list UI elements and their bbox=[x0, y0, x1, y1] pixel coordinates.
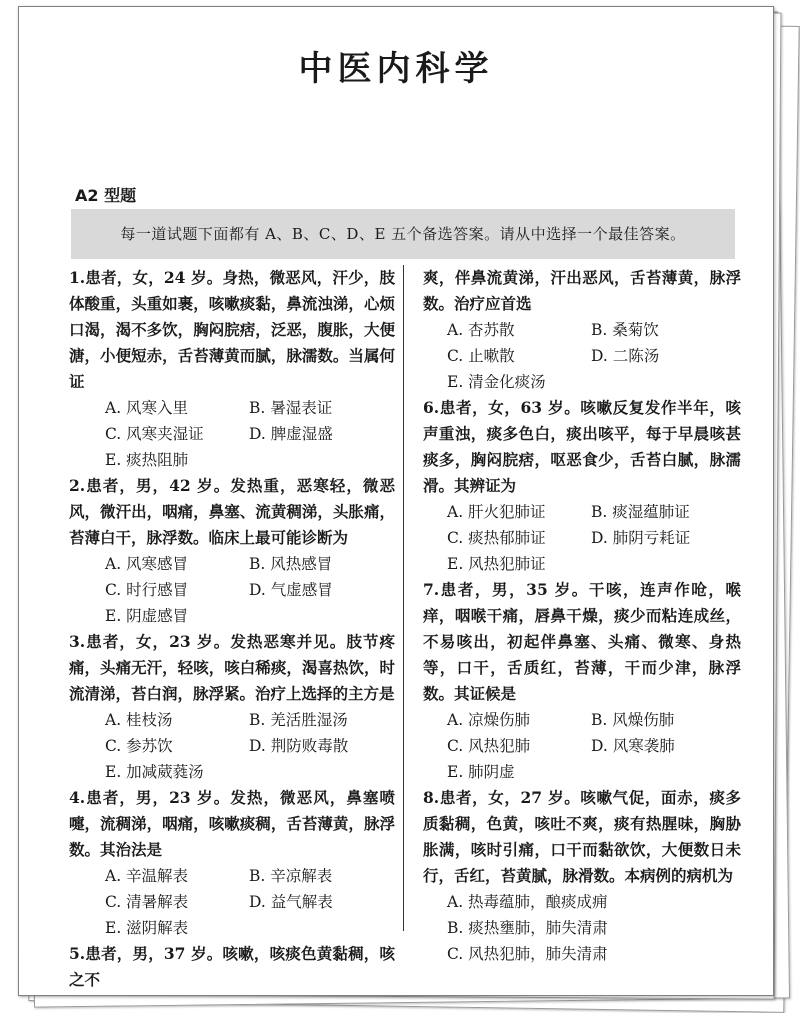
option-a: A. 凉燥伤肺 bbox=[447, 711, 531, 729]
question-stem: 患者，男，35 岁。干咳，连声作呛，喉痒，咽喉干痛，唇鼻干燥，痰少而粘连成丝，不易咳出，初起伴鼻塞、头痛、微寒、身热等，口干，舌质红，苔薄，干而少津，脉浮数。其证候是 bbox=[423, 580, 741, 703]
question-stem: 患者，女，27 岁。咳嗽气促，面赤，痰多质黏稠，色黄，咳吐不爽，痰有热腥味，胸胁胀满，咳时引痛，口干而黏欲饮，大便数日未行，舌红，苔黄腻，脉滑数。本病例的病机为 bbox=[423, 788, 741, 885]
option-b: B. 风热感冒 bbox=[249, 555, 333, 573]
question-stem: 患者，男，37 岁。咳嗽，咳痰色黄黏稠，咳之不 bbox=[69, 944, 395, 989]
option-e: E. 清金化痰汤 bbox=[447, 373, 546, 391]
question-7 bbox=[423, 577, 741, 785]
option-d: D. 气虚感冒 bbox=[249, 581, 333, 599]
question-number: 2. bbox=[69, 476, 86, 495]
question-stem: 患者，女，24 岁。身热，微恶风，汗少，肢体酸重，头重如裹，咳嗽痰黏，鼻流浊涕，心烦口渴，渴不多饮，胸闷脘痞，泛恶，腹胀，大便溏，小便短赤，舌苔薄黄而腻，脉濡数。当属何证 bbox=[69, 268, 395, 391]
question-4 bbox=[69, 785, 395, 941]
option-e: E. 阴虚感冒 bbox=[105, 607, 189, 625]
question-2 bbox=[69, 473, 395, 629]
section-heading: A2 型题 bbox=[75, 186, 137, 205]
option-d: D. 二陈汤 bbox=[591, 347, 660, 365]
option-e: E. 痰热阻肺 bbox=[105, 451, 189, 469]
option-d: D. 脾虚湿盛 bbox=[249, 425, 333, 443]
question-number: 3. bbox=[69, 632, 86, 651]
question-number: 8. bbox=[423, 788, 440, 807]
option-b: B. 风燥伤肺 bbox=[591, 711, 675, 729]
option-c: C. 痰热郁肺证 bbox=[447, 529, 546, 547]
question-stem: 患者，女，63 岁。咳嗽反复发作半年，咳声重浊，痰多色白，痰出咳平，每于早晨咳甚痰多，胸闷脘痞，呕恶食少，舌苔白腻，脉濡滑。其辨证为 bbox=[423, 398, 741, 495]
option-c: C. 时行感冒 bbox=[105, 581, 189, 599]
option-a: A. 杏苏散 bbox=[447, 321, 515, 339]
left-column bbox=[69, 265, 395, 993]
option-e: E. 肺阴虚 bbox=[447, 763, 515, 781]
option-b: B. 痰湿蕴肺证 bbox=[591, 503, 690, 521]
page-title: 中医内科学 bbox=[298, 49, 494, 89]
document-page bbox=[18, 6, 774, 996]
option-d: D. 肺阴亏耗证 bbox=[591, 529, 691, 547]
option-d: D. 风寒袭肺 bbox=[591, 737, 675, 755]
question-5-start bbox=[69, 941, 395, 993]
option-b: B. 桑菊饮 bbox=[591, 321, 659, 339]
option-b: B. 暑湿表证 bbox=[249, 399, 333, 417]
option-b: B. 痰热壅肺，肺失清肃 bbox=[447, 919, 608, 937]
option-c: C. 清暑解表 bbox=[105, 893, 189, 911]
option-a: A. 风寒感冒 bbox=[105, 555, 189, 573]
question-number: 6. bbox=[423, 398, 440, 417]
option-b: B. 辛凉解表 bbox=[249, 867, 333, 885]
question-stem: 患者，男，42 岁。发热重，恶寒轻，微恶风，微汗出，咽痛，鼻塞、流黄稠涕，头胀痛，苔薄白干，脉浮数。临床上最可能诊断为 bbox=[69, 476, 395, 547]
question-8 bbox=[423, 785, 741, 967]
question-stem: 爽，伴鼻流黄涕，汗出恶风，舌苔薄黄，脉浮数。治疗应首选 bbox=[423, 268, 741, 313]
option-a: A. 风寒入里 bbox=[105, 399, 189, 417]
option-d: D. 益气解表 bbox=[249, 893, 333, 911]
option-c: C. 风热犯肺，肺失清肃 bbox=[447, 945, 608, 963]
option-a: A. 肝火犯肺证 bbox=[447, 503, 546, 521]
option-a: A. 辛温解表 bbox=[105, 867, 189, 885]
question-stem: 患者，女，23 岁。发热恶寒并见。肢节疼痛，头痛无汗，轻咳，咳白稀痰，渴喜热饮，时流清涕，苔白润，脉浮紧。治疗上选择的主方是 bbox=[69, 632, 395, 703]
option-a: A. 热毒蕴肺，酿痰成痈 bbox=[447, 893, 608, 911]
question-stem: 患者，男，23 岁。发热，微恶风，鼻塞喷嚏，流稠涕，咽痛，咳嗽痰稠，舌苔薄黄，脉浮数。其治法是 bbox=[69, 788, 395, 859]
option-e: E. 加减葳蕤汤 bbox=[105, 763, 204, 781]
question-5-continued bbox=[423, 265, 741, 395]
option-c: C. 参苏饮 bbox=[105, 737, 173, 755]
option-e: E. 滋阴解表 bbox=[105, 919, 189, 937]
option-e: E. 风热犯肺证 bbox=[447, 555, 546, 573]
option-c: C. 风热犯肺 bbox=[447, 737, 531, 755]
question-number: 5. bbox=[69, 944, 86, 963]
option-b: B. 羌活胜湿汤 bbox=[249, 711, 348, 729]
question-number: 4. bbox=[69, 788, 86, 807]
question-6 bbox=[423, 395, 741, 577]
option-a: A. 桂枝汤 bbox=[105, 711, 173, 729]
question-1 bbox=[69, 265, 395, 473]
right-column bbox=[423, 265, 741, 967]
instructions-banner: 每一道试题下面都有 A、B、C、D、E 五个备选答案。请从中选择一个最佳答案。 bbox=[71, 209, 735, 259]
question-number: 1. bbox=[69, 268, 86, 287]
question-3 bbox=[69, 629, 395, 785]
column-divider bbox=[403, 265, 404, 931]
question-number: 7. bbox=[423, 580, 440, 599]
option-d: D. 荆防败毒散 bbox=[249, 737, 349, 755]
option-c: C. 风寒夹湿证 bbox=[105, 425, 204, 443]
option-c: C. 止嗽散 bbox=[447, 347, 515, 365]
